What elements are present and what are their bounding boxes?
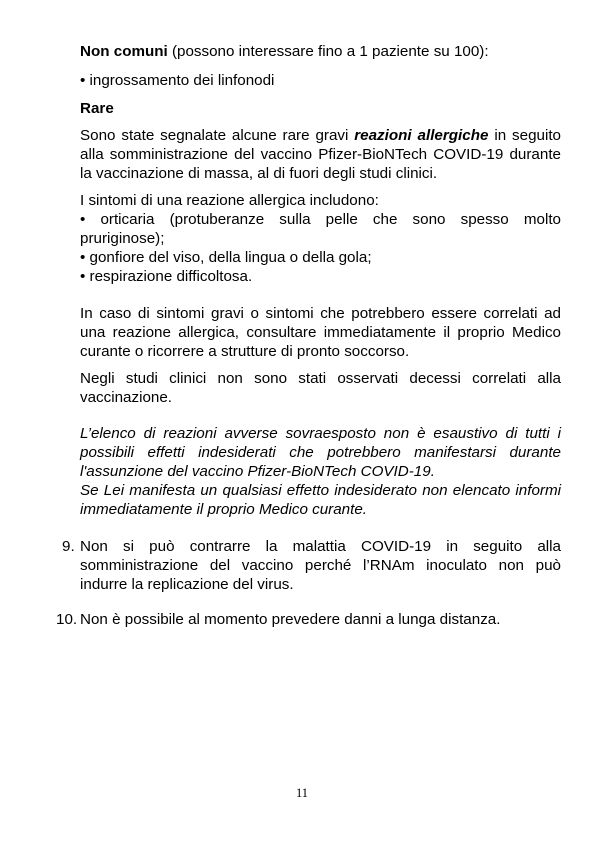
paragraph-line: curante o ricorrere a strutture di pronto soccorso. [80, 343, 410, 360]
non-comuni-heading: Non comuni [80, 43, 168, 60]
item-line: Non si può contrarre la malattia COVID-19 in seguito alla [80, 538, 561, 555]
note-line: Se Lei manifesta un qualsiasi effetto indesiderato non elencato informi [80, 482, 561, 499]
paragraph-line: Negli studi clinici non sono stati osservati decessi correlati alla [80, 370, 561, 387]
rare-paragraph-2 [80, 304, 561, 361]
note-line: immediatamente il proprio Medico curante. [80, 501, 368, 518]
list-item: • orticaria (protuberanze sulla pelle che sono spesso molto [80, 211, 561, 228]
note-line: L’elenco di reazioni avverse sovraesposto non è esaustivo di tutti i [80, 425, 561, 442]
item-line: indurre la replicazione del virus. [80, 576, 294, 593]
paragraph-line: la vaccinazione di massa, al di fuori degli studi clinici. [80, 165, 438, 182]
list-item: • ingrossamento dei linfonodi [80, 72, 275, 89]
symptoms-intro: I sintomi di una reazione allergica includono: [80, 192, 379, 209]
list-item: • gonfiore del viso, della lingua o della gola; [80, 249, 372, 266]
list-item-9 [80, 537, 561, 594]
list-number-9: 9. [62, 538, 75, 555]
list-item-10: Non è possibile al momento prevedere danni a lunga distanza. [80, 611, 501, 628]
non-comuni-text: (possono interessare fino a 1 paziente su 100): [167, 43, 489, 60]
non-comuni-line [80, 42, 489, 61]
rare-paragraph-3 [80, 369, 561, 407]
paragraph-line: vaccinazione. [80, 389, 173, 406]
page-number: 11 [295, 786, 309, 800]
paragraph-line: una reazione allergica, consultare immediatamente il proprio Medico [80, 324, 561, 341]
paragraph-line: alla somministrazione del vaccino Pfizer-BioNTech COVID-19 durante [80, 146, 561, 163]
allergic-reactions-emphasis: reazioni allergiche [354, 127, 489, 144]
note-line: possibili effetti indesiderati che potrebbero manifestarsi durante [80, 444, 561, 461]
rare-heading: Rare [80, 100, 114, 117]
list-item: • respirazione difficoltosa. [80, 268, 253, 285]
list-number-10: 10. [56, 611, 78, 628]
symptoms-list [80, 210, 561, 286]
paragraph-line: Sono state segnalate alcune rare gravi reazioni allergiche in seguito [80, 127, 561, 144]
paragraph-line: In caso di sintomi gravi o sintomi che potrebbero essere correlati ad [80, 305, 561, 322]
list-item-continuation: pruriginose); [80, 230, 165, 247]
rare-paragraph-1 [80, 126, 561, 183]
note-line: l'assunzione del vaccino Pfizer-BioNTech COVID-19. [80, 463, 435, 480]
disclaimer-note [80, 424, 561, 519]
item-line: somministrazione del vaccino perché l’RNAm inoculato non può [80, 557, 561, 574]
